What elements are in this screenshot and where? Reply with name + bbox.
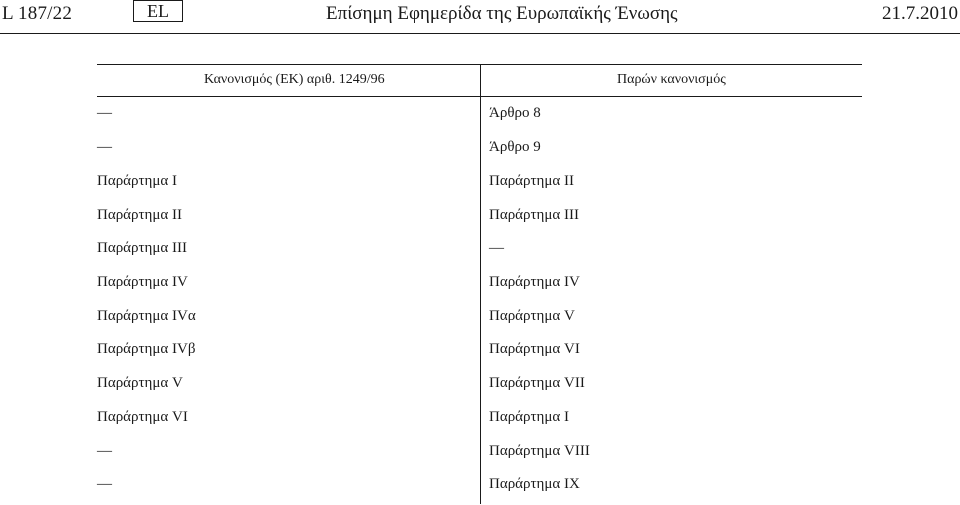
table-column-divider — [480, 64, 481, 504]
table-cell-left: Παράρτημα III — [97, 240, 188, 256]
column-header-new-regulation: Παρών κανονισμός — [617, 72, 726, 87]
page-reference: L 187/22 — [2, 3, 73, 24]
column-header-old-regulation: Κανονισμός (ΕΚ) αριθ. 1249/96 — [204, 72, 385, 87]
table-cell-left: — — [97, 443, 112, 459]
table-cell-left: — — [97, 476, 112, 492]
table-cell-left: Παράρτημα I — [97, 173, 178, 189]
header-rule — [0, 33, 960, 34]
table-cell-right: — — [489, 240, 504, 256]
table-cell-right: Παράρτημα VI — [489, 341, 580, 357]
table-cell-right: Παράρτημα IV — [489, 274, 580, 290]
table-cell-right: Παράρτημα III — [489, 207, 580, 223]
table-cell-left: Παράρτημα VI — [97, 409, 188, 425]
publication-date: 21.7.2010 — [882, 3, 958, 24]
table-cell-right: Παράρτημα V — [489, 308, 575, 324]
table-cell-right: Παράρτημα II — [489, 173, 575, 189]
table-cell-right: Παράρτημα VIII — [489, 443, 590, 459]
table-cell-left: Παράρτημα IVβ — [97, 341, 196, 357]
page-header — [0, 0, 960, 36]
journal-title: Επίσημη Εφημερίδα της Ευρωπαϊκής Ένωσης — [326, 3, 678, 24]
table-cell-right: Άρθρο 9 — [489, 139, 541, 155]
table-cell-left: Παράρτημα II — [97, 207, 183, 223]
table-cell-left: — — [97, 139, 112, 155]
table-cell-right: Παράρτημα IX — [489, 476, 580, 492]
table-cell-right: Παράρτημα I — [489, 409, 570, 425]
table-cell-right: Άρθρο 8 — [489, 105, 541, 121]
table-cell-left: — — [97, 105, 112, 121]
table-cell-left: Παράρτημα IV — [97, 274, 188, 290]
correlation-table — [97, 64, 862, 504]
table-cell-right: Παράρτημα VII — [489, 375, 585, 391]
language-badge: EL — [133, 0, 183, 22]
table-cell-left: Παράρτημα V — [97, 375, 183, 391]
table-cell-left: Παράρτημα IVα — [97, 308, 196, 324]
